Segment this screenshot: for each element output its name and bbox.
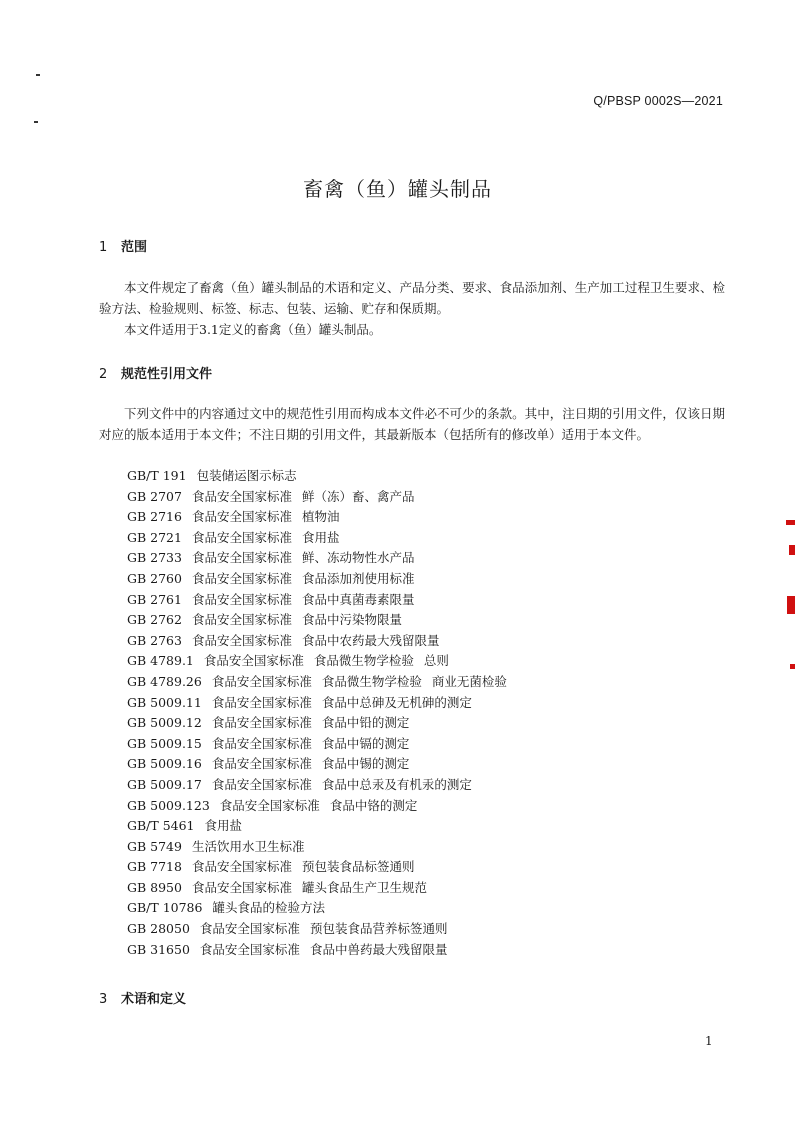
section-title: 范围 xyxy=(121,240,148,255)
reference-code: GB 5009.17 xyxy=(127,776,202,792)
section-heading-3 xyxy=(99,988,186,1007)
reference-title-part: 包装储运图示标志 xyxy=(196,468,297,483)
reference-item xyxy=(127,816,517,837)
reference-title-part: 食品安全国家标准 xyxy=(191,529,292,545)
reference-code: GB 5009.123 xyxy=(127,797,210,813)
reference-item xyxy=(127,569,517,590)
scan-mark xyxy=(34,121,38,123)
reference-title-part: 食品中铅的测定 xyxy=(321,715,410,731)
reference-code: GB 7718 xyxy=(127,859,182,875)
reference-title-part: 食品中总汞及有机汞的测定 xyxy=(321,776,472,792)
section-heading-2 xyxy=(99,363,212,382)
section-heading-1 xyxy=(99,236,147,255)
reference-title-part: 总则 xyxy=(423,653,449,669)
reference-title-part: 食品安全国家标准 xyxy=(191,879,292,895)
reference-item xyxy=(127,610,517,631)
reference-title-part: 罐头食品生产卫生规范 xyxy=(301,879,427,895)
reference-title-part: 食品微生物学检验 xyxy=(321,673,422,689)
stamp-fragment xyxy=(790,664,795,669)
reference-title-part: 生活饮用水卫生标准 xyxy=(191,838,305,854)
reference-code: GB 2716 xyxy=(127,509,182,525)
scope-paragraph: 本文件规定了畜禽（鱼）罐头制品的术语和定义、产品分类、要求、食品添加剂、生产加工过程卫生要求、检验方法、检验规则、标签、标志、包装、运输、贮存和保质期。 xyxy=(99,280,725,316)
reference-item xyxy=(127,775,517,796)
reference-item xyxy=(127,487,517,508)
section-number: 2 xyxy=(99,367,108,382)
reference-title-part: 食品安全国家标准 xyxy=(191,591,292,607)
stamp-fragment xyxy=(787,596,795,614)
reference-item xyxy=(127,878,517,899)
reference-code: GB 2707 xyxy=(127,488,182,504)
reference-title-part: 食品中污染物限量 xyxy=(301,612,402,628)
reference-title-part: 食用盐 xyxy=(204,818,243,834)
stamp-fragment xyxy=(786,520,795,525)
reference-code: GB 2763 xyxy=(127,632,182,648)
reference-title-part: 食用盐 xyxy=(301,529,340,545)
reference-code: GB 2762 xyxy=(127,612,182,628)
reference-title-part: 食品安全国家标准 xyxy=(191,488,292,504)
reference-title-part: 鲜、冻动物性水产品 xyxy=(301,550,415,566)
reference-code: GB 5009.15 xyxy=(127,735,202,751)
reference-title-part: 食品安全国家标准 xyxy=(211,756,312,772)
reference-title-part: 商业无菌检验 xyxy=(431,673,507,689)
reference-item xyxy=(127,940,517,961)
reference-title-part: 食品中锡的测定 xyxy=(321,756,410,772)
reference-title-part: 食品安全国家标准 xyxy=(211,735,312,751)
reference-item xyxy=(127,528,517,549)
reference-item xyxy=(127,590,517,611)
reference-title-part: 食品安全国家标准 xyxy=(191,612,292,628)
reference-title-part: 食品安全国家标准 xyxy=(203,653,304,669)
reference-item xyxy=(127,672,517,693)
reference-title-part: 食品中总砷及无机砷的测定 xyxy=(321,694,472,710)
reference-code: GB/T 191 xyxy=(127,468,187,483)
reference-code: GB 8950 xyxy=(127,879,182,895)
reference-list xyxy=(127,466,517,960)
reference-title-part: 食品安全国家标准 xyxy=(191,570,292,586)
reference-item xyxy=(127,857,517,878)
page-number: 1 xyxy=(705,1034,713,1048)
reference-title-part: 植物油 xyxy=(301,509,340,525)
reference-title-part: 食品安全国家标准 xyxy=(199,921,300,937)
reference-title-part: 食品中真菌毒素限量 xyxy=(301,591,415,607)
reference-title-part: 食品添加剂使用标准 xyxy=(301,570,415,586)
reference-title-part: 预包装食品标签通则 xyxy=(301,859,415,875)
document-title: 畜禽（鱼）罐头制品 xyxy=(303,177,492,201)
reference-item xyxy=(127,754,517,775)
reference-code: GB 4789.1 xyxy=(127,653,194,669)
reference-code: GB 5009.11 xyxy=(127,694,202,710)
reference-item xyxy=(127,919,517,940)
reference-item xyxy=(127,693,517,714)
reference-title-part: 食品中铬的测定 xyxy=(329,797,418,813)
reference-code: GB 2721 xyxy=(127,529,182,545)
section-title: 术语和定义 xyxy=(121,992,187,1007)
reference-title-part: 罐头食品的检验方法 xyxy=(212,900,325,916)
reference-code: GB 2760 xyxy=(127,570,182,586)
reference-item xyxy=(127,837,517,858)
section-number: 1 xyxy=(99,240,108,255)
reference-item xyxy=(127,631,517,652)
reference-item xyxy=(127,734,517,755)
reference-item xyxy=(127,507,517,528)
reference-code: GB 2761 xyxy=(127,591,182,607)
reference-item xyxy=(127,796,517,817)
reference-code: GB 5009.12 xyxy=(127,715,202,731)
reference-title-part: 食品中镉的测定 xyxy=(321,735,410,751)
scope-applicability: 本文件适用于3.1定义的畜禽（鱼）罐头制品。 xyxy=(124,322,382,337)
reference-code: GB/T 5461 xyxy=(127,818,195,834)
reference-code: GB/T 10786 xyxy=(127,900,203,916)
reference-title-part: 食品中农药最大残留限量 xyxy=(301,632,440,648)
reference-title-part: 鲜（冻）畜、禽产品 xyxy=(301,488,415,504)
reference-item xyxy=(127,651,517,672)
reference-title-part: 食品安全国家标准 xyxy=(191,509,292,525)
reference-title-part: 食品安全国家标准 xyxy=(211,694,312,710)
reference-title-part: 食品安全国家标准 xyxy=(211,673,312,689)
reference-title-part: 食品安全国家标准 xyxy=(199,941,300,957)
reference-title-part: 食品安全国家标准 xyxy=(191,859,292,875)
reference-title-part: 食品安全国家标准 xyxy=(219,797,320,813)
scan-mark xyxy=(36,74,40,76)
section-number: 3 xyxy=(99,992,108,1007)
reference-code: GB 28050 xyxy=(127,921,190,937)
reference-code: GB 2733 xyxy=(127,550,182,566)
reference-code: GB 5749 xyxy=(127,838,182,854)
section-title: 规范性引用文件 xyxy=(121,367,213,382)
reference-title-part: 预包装食品营养标签通则 xyxy=(309,921,448,937)
stamp-fragment xyxy=(789,545,795,555)
reference-title-part: 食品安全国家标准 xyxy=(211,715,312,731)
reference-item xyxy=(127,898,517,919)
reference-title-part: 食品安全国家标准 xyxy=(211,776,312,792)
reference-code: GB 5009.16 xyxy=(127,756,202,772)
reference-item xyxy=(127,466,517,487)
reference-item xyxy=(127,548,517,569)
reference-code: GB 4789.26 xyxy=(127,673,202,689)
document-code: Q/PBSP 0002S—2021 xyxy=(593,94,723,108)
references-intro: 下列文件中的内容通过文中的规范性引用而构成本文件必不可少的条款。其中，注日期的引用文件，仅该日期对应的版本适用于本文件；不注日期的引用文件，其最新版本（包括所有的修改单）适用于本文件。 xyxy=(99,406,725,442)
reference-code: GB 31650 xyxy=(127,941,190,957)
reference-title-part: 食品微生物学检验 xyxy=(313,653,414,669)
reference-title-part: 食品安全国家标准 xyxy=(191,632,292,648)
reference-item xyxy=(127,713,517,734)
reference-title-part: 食品安全国家标准 xyxy=(191,550,292,566)
reference-title-part: 食品中兽药最大残留限量 xyxy=(309,941,448,957)
